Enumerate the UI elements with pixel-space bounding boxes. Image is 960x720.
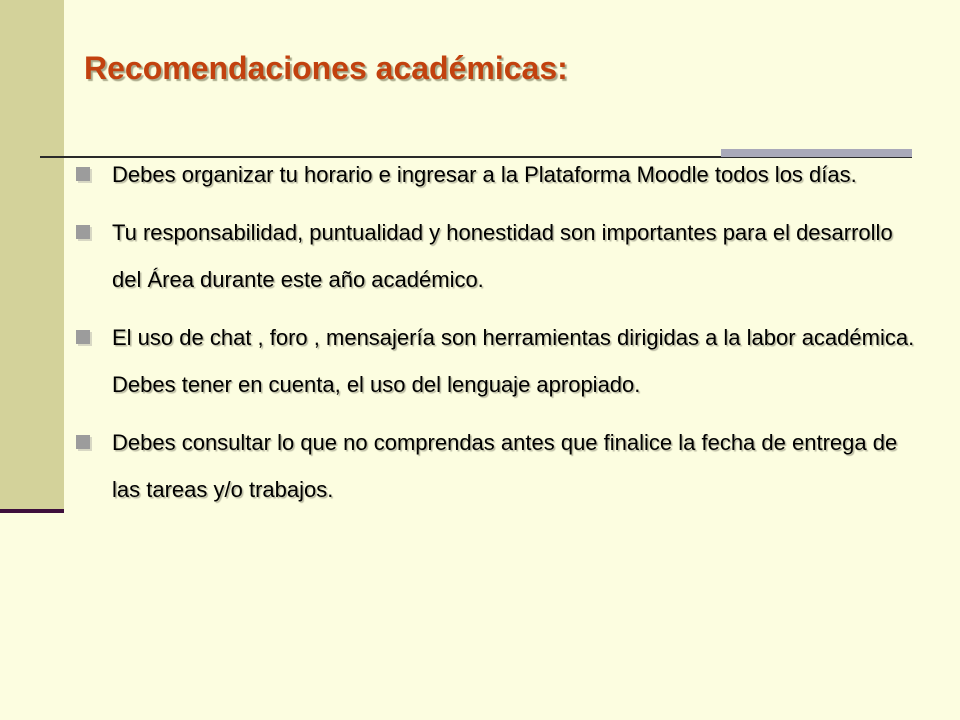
list-item-text: Debes consultar lo que no comprendas antes que finalice la fecha de entrega de las tareas y/o trabajos. bbox=[112, 430, 898, 502]
square-bullet-icon bbox=[76, 167, 90, 181]
list-item bbox=[76, 151, 926, 198]
side-band-underline bbox=[0, 509, 64, 513]
square-bullet-icon bbox=[76, 225, 90, 239]
list-item bbox=[76, 419, 926, 513]
side-decorative-band bbox=[0, 0, 64, 512]
list-item-text: Debes organizar tu horario e ingresar a la Plataforma Moodle todos los días. bbox=[112, 162, 857, 187]
square-bullet-icon bbox=[76, 435, 90, 449]
square-bullet-icon bbox=[76, 330, 90, 344]
slide-title: Recomendaciones académicas: bbox=[84, 50, 568, 86]
list-item-text: Tu responsabilidad, puntualidad y honestidad son importantes para el desarrollo del Área durante este año académico. bbox=[112, 220, 893, 292]
list-item bbox=[76, 209, 926, 303]
list-item bbox=[76, 314, 926, 408]
recommendations-list bbox=[76, 151, 926, 524]
list-item-text: El uso de chat , foro , mensajería son herramientas dirigidas a la labor académica. Debes tener en cuenta, el uso del lenguaje apropiado. bbox=[112, 325, 915, 397]
